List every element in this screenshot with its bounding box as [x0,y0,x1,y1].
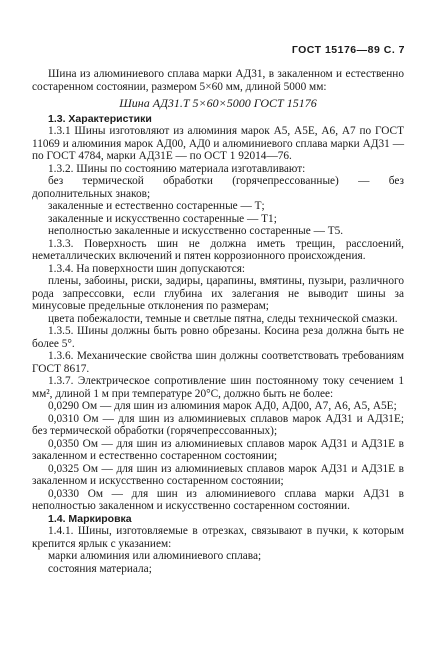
paragraph: 1.4.1. Шины, изготовляемые в отрезках, связывают в пучки, к которым крепится ярлык с указанием: [32,525,404,550]
paragraph: 0,0325 Ом — для шин из алюминиевых сплавов марок АД31 и АД31Е в закаленном и искусственно состаренном состоянии; [32,462,404,487]
designation-example: Шина АД31.Т 5×60×5000 ГОСТ 15176 [119,96,317,110]
paragraph: цвета побежалости, темные и светлые пятна, следы технической смазки. [48,312,398,325]
paragraph: Шина из алюминиевого сплава марки АД31, в закаленном и естественно состаренном состоянии, размером 5×60 мм, длиной 5000 мм: [32,68,404,93]
paragraph: 1.3.1 Шины изготовляют из алюминия марок А5, А5Е, А6, А7 по ГОСТ 11069 и алюминия марок АД00, АД0 и алюминиевого сплава марки АД31 — по ГОСТ 4784, марки АД31Е — по ОСТ 1 92014—76. [32,125,404,162]
paragraph: без термической обработки (горячепрессованные) — без дополнительных знаков; [32,175,404,200]
paragraph: 0,0290 Ом — для шин из алюминия марок АД0, АД00, А7, А6, А5, А5Е; [48,400,397,412]
document-body [32,68,404,575]
paragraph: 1.3.7. Электрическое сопротивление шин постоянному току сечением 1 мм², длиной 1 м при температуре 20°С, должно быть не более: [32,375,404,400]
paragraph: 0,0350 Ом — для шин из алюминиевых сплавов марок АД31 и АД31Е в закаленном и естественно состаренном состоянии; [32,437,404,462]
section-heading: 1.3. Характеристики [48,112,152,125]
section-heading: 1.4. Маркировка [48,512,132,525]
paragraph: 1.3.2. Шины по состоянию материала изготавливают: [48,162,306,175]
paragraph: марки алюминия или алюминиевого сплава; [48,550,262,562]
paragraph: 1.3.3. Поверхность шин не должна иметь трещин, расслоений, неметаллических включений и пятен коррозионного происхождения. [32,237,404,262]
paragraph: 1.3.5. Шины должны быть ровно обрезаны. Косина реза должна быть не более 5°. [32,325,404,350]
paragraph: состояния материала; [48,562,152,575]
paragraph: 0,0330 Ом — для шин из алюминиевого сплава марки АД31 в неполностью закаленном и искусственно состаренном состоянии. [32,487,404,512]
paragraph: закаленные и искусственно состаренные — Т1; [48,212,277,225]
page-header: ГОСТ 15176—89 С. 7 [291,44,405,56]
paragraph: неполностью закаленные и искусственно состаренные — Т5. [48,225,344,237]
paragraph: 1.3.6. Механические свойства шин должны соответствовать требованиям ГОСТ 8617. [32,350,404,375]
paragraph: закаленные и естественно состаренные — Т; [48,200,265,212]
paragraph: 0,0310 Ом — для шин из алюминиевых сплавов марок АД31 и АД31Е; без термической обработки (горячепрессованных); [32,412,404,437]
paragraph: плены, забоины, риски, задиры, царапины, вмятины, пузыри, различного рода запрессовки, если глубина их залегания не выводит шины за минусовые предельные отклонения по размерам; [32,275,404,312]
paragraph: 1.3.4. На поверхности шин допускаются: [48,262,246,275]
